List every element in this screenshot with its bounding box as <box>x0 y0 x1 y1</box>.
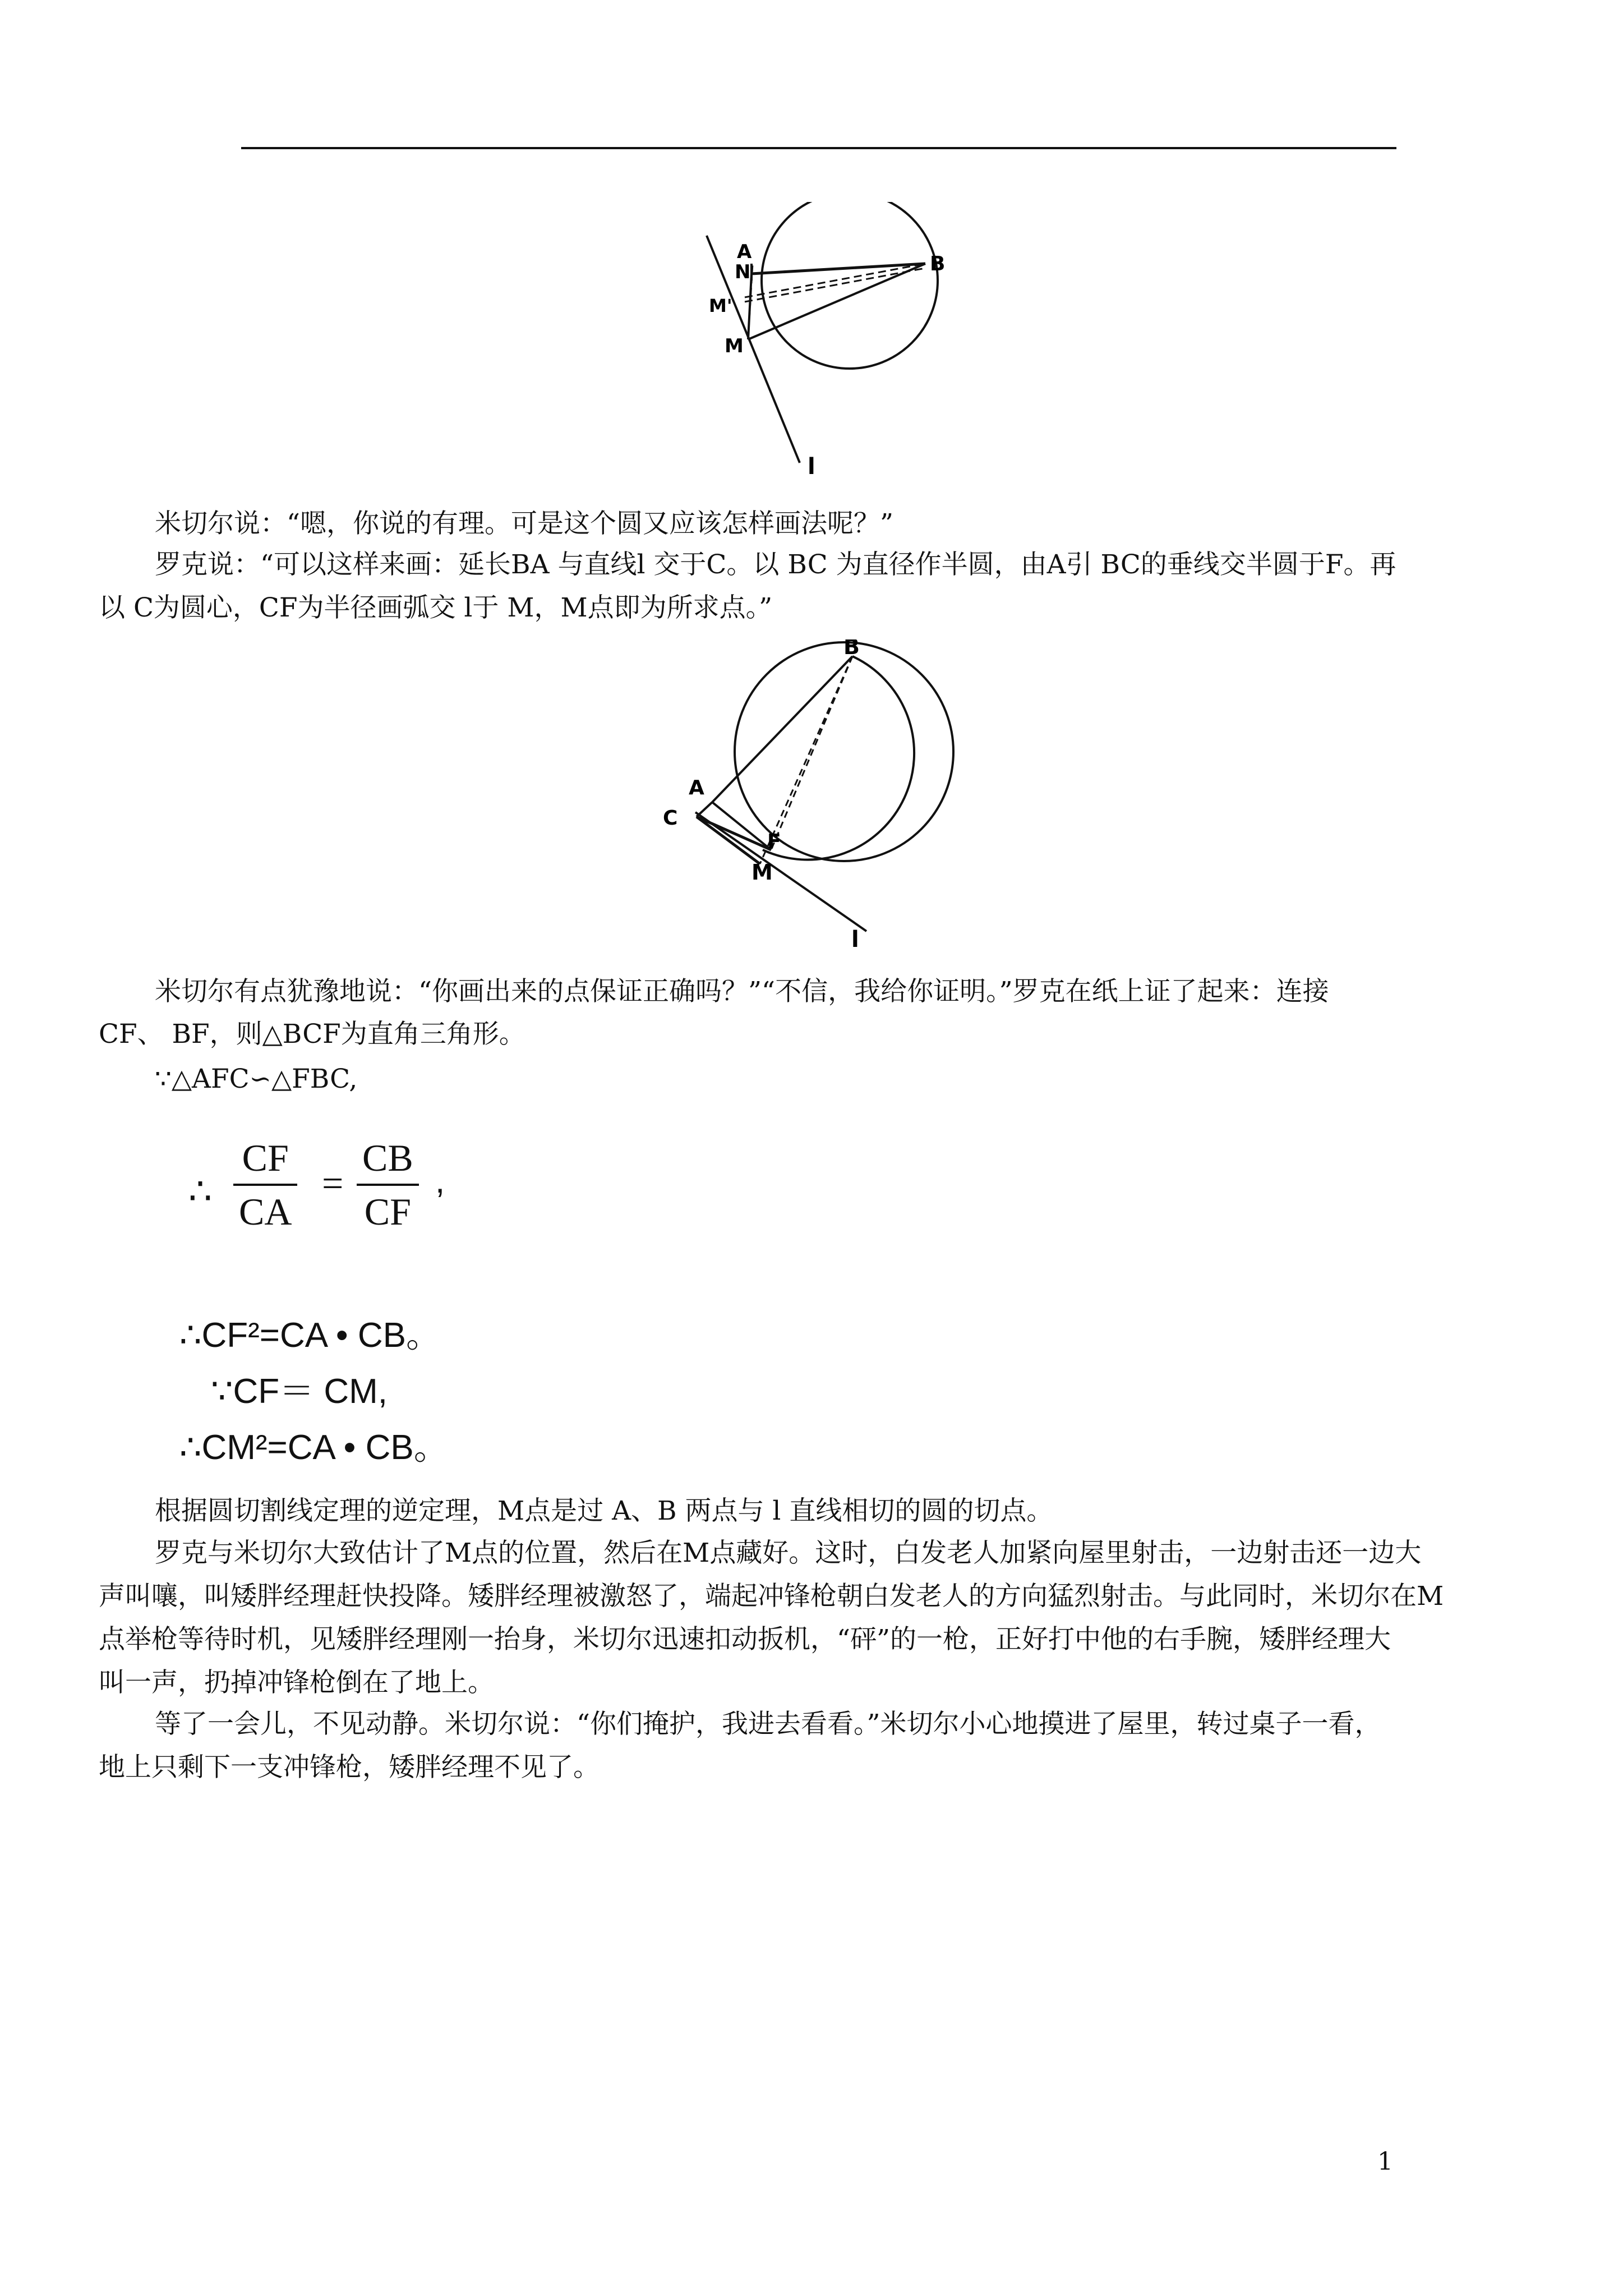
fig2-segment-ab <box>712 656 852 802</box>
paragraph-6-line-4: 叫一声，扔掉冲锋枪倒在了地上。 <box>99 1667 494 1698</box>
math-line-2-text: CF²=CA • CB。 <box>201 1316 441 1355</box>
math-fraction-1 <box>233 1139 297 1231</box>
fig1-segment-nb <box>751 264 925 274</box>
fig1-label-b: B <box>930 252 946 275</box>
paragraph-4: ∵△AFC∽△FBC, <box>155 1064 358 1094</box>
math-fraction-equation <box>188 1139 469 1251</box>
fig1-segment-mb <box>748 264 925 339</box>
math-frac1-numerator: CF <box>242 1137 289 1179</box>
fig1-label-n: N <box>735 261 751 283</box>
math-frac1-denominator: CA <box>239 1190 292 1233</box>
fig2-label-c: C <box>663 807 678 830</box>
math-frac2-denominator: CF <box>364 1190 411 1233</box>
fig2-label-a: A <box>689 776 704 799</box>
fig2-semicircle <box>763 656 914 860</box>
fig1-segment-nm <box>748 274 751 339</box>
fig2-circle-large <box>735 642 953 861</box>
paragraph-2-line-2: 以 C为圆心，CF为半径画弧交 l于 M，M点即为所求点。” <box>99 592 773 623</box>
math-fraction-2 <box>357 1139 419 1231</box>
fig2-dashed-bf <box>771 656 852 850</box>
figure-2-construction <box>651 639 965 954</box>
fig1-label-a: A <box>737 241 752 263</box>
paragraph-3-line-1: 米切尔有点犹豫地说：“你画出来的点保证正确吗？”“不信，我给你证明。”罗克在纸上证了起来：连接 <box>155 976 1329 1007</box>
paragraph-2-line-1: 罗克说：“可以这样来画：延长BA 与直线l 交于C。以 BC 为直径作半圆，由A引 BC的垂线交半圆于F。再 <box>155 549 1396 580</box>
fig1-label-mprime: M' <box>709 295 732 316</box>
math-therefore-symbol: ∴ <box>188 1170 212 1212</box>
math-therefore-symbol-3: ∴ <box>179 1428 202 1467</box>
math-equals-sign: = <box>322 1162 344 1204</box>
math-therefore-symbol-2: ∴ <box>179 1316 202 1355</box>
math-trailing-comma: , <box>435 1162 445 1200</box>
fig1-label-l: l <box>808 454 815 480</box>
paragraph-1: 米切尔说：“嗯，你说的有理。可是这个圆又应该怎样画法呢？” <box>155 508 894 539</box>
fig1-line-l <box>707 236 800 463</box>
figure-1-tangent-circle <box>690 202 981 494</box>
fig1-circle <box>762 202 938 369</box>
math-frac2-numerator: CB <box>362 1137 413 1179</box>
math-line-4-text: CM²=CA • CB。 <box>201 1428 449 1467</box>
page-number: 1 <box>1377 2147 1393 2176</box>
header-rule <box>241 147 1396 149</box>
paragraph-3-line-2: CF、 BF，则△BCF为直角三角形。 <box>99 1019 525 1050</box>
paragraph-6-line-2: 声叫嚷，叫矮胖经理赶快投降。矮胖经理被激怒了，端起冲锋枪朝白发老人的方向猛烈射击。与此同时，米切尔在M <box>99 1581 1444 1612</box>
fig2-label-l: l <box>851 927 859 953</box>
math-line-4 <box>179 1419 449 1469</box>
paragraph-6-line-3: 点举枪等待时机，见矮胖经理刚一抬身，米切尔迅速扣动扳机，“砰”的一枪，正好打中他的右手腕，矮胖经理大 <box>99 1624 1391 1655</box>
math-because-symbol: ∵ <box>211 1372 233 1411</box>
fig2-label-f: F <box>767 830 781 853</box>
math-line-3-text: CF＝ CM, <box>233 1372 388 1411</box>
paragraph-7-line-1: 等了一会儿，不见动静。米切尔说：“你们掩护，我进去看看。”米切尔小心地摸进了屋里，转过桌子一看， <box>155 1709 1381 1740</box>
fig2-segment-ca <box>697 802 712 817</box>
math-line-3 <box>211 1363 388 1413</box>
paragraph-5: 根据圆切割线定理的逆定理，M点是过 A、B 两点与 l 直线相切的圆的切点。 <box>155 1496 1053 1526</box>
paragraph-7-line-2: 地上只剩下一支冲锋枪，矮胖经理不见了。 <box>99 1752 600 1783</box>
math-line-2 <box>179 1307 441 1357</box>
fig1-label-m: M <box>725 335 744 357</box>
fig2-label-m: M <box>751 860 773 885</box>
paragraph-6-line-1: 罗克与米切尔大致估计了M点的位置，然后在M点藏好。这时，白发老人加紧向屋里射击，一边射击还一边大 <box>155 1538 1422 1568</box>
fig2-label-b: B <box>843 639 860 659</box>
